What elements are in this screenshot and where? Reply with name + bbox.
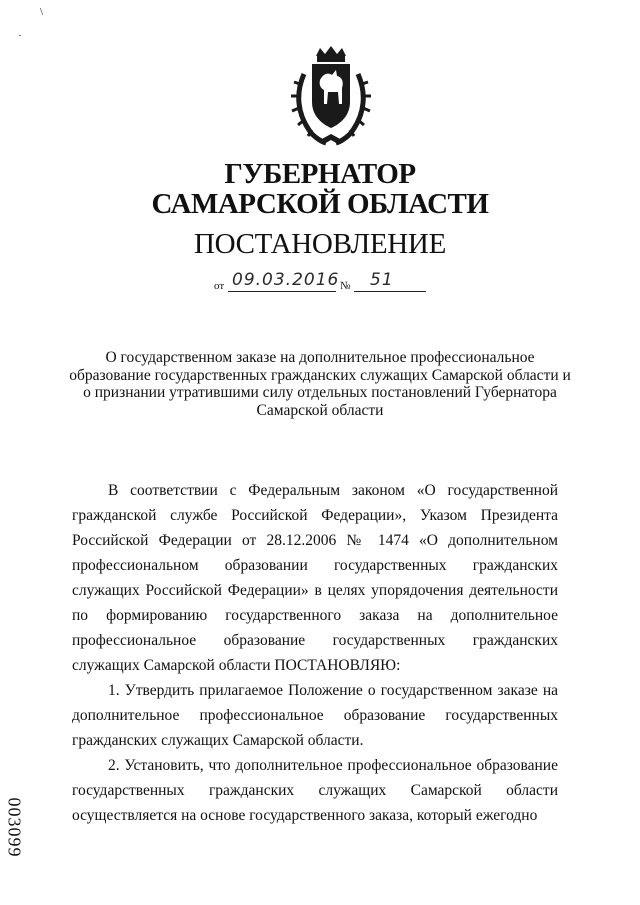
document-title: О государственном заказе на дополнительное профессиональное образование государственных гражданских служащих Самарской области и о признании утратившими силу отдельных постановлений Губернатора Самарской области	[69, 349, 571, 419]
coat-of-arms-icon	[290, 44, 372, 148]
date-value: 09.03.2016	[232, 270, 340, 290]
document-body	[72, 478, 558, 828]
org-name-line1: ГУБЕРНАТОР	[224, 158, 416, 190]
body-paragraph: 1. Утвердить прилагаемое Положение о государственном заказе на дополнительное профессиональное образование государственных гражданских служащих Самарской области.	[72, 682, 558, 749]
registration-line	[214, 270, 474, 296]
date-label: от	[214, 280, 225, 292]
number-label: №	[340, 280, 351, 292]
margin-stamp-number: 003099	[4, 797, 25, 858]
org-name-line2: САМАРСКОЙ ОБЛАСТИ	[151, 188, 489, 220]
number-value: 51	[370, 270, 394, 290]
corner-dot: ·	[18, 30, 22, 42]
body-paragraph: 2. Установить, что дополнительное профессиональное образование государственных гражданских служащих Самарской области осуществляется на основе государственного заказа, который ежегодно	[72, 757, 558, 824]
margin-stamp	[2, 795, 30, 865]
body-paragraph: В соответствии с Федеральным законом «О государственной гражданской службе Российской Федерации», Указом Президента Российской Федерации от 28.12.2006 № 1474 «О дополнительном профессиональном образовании государственных гражданских служащих Российской Федерации» в целях упорядочения деятельности по формированию государственного заказа на дополнительное профессиональное образование государственных гражданских служащих Самарской области ПОСТАНОВЛЯЮ:	[72, 482, 558, 674]
corner-mark: \	[40, 6, 44, 18]
document-type: ПОСТАНОВЛЕНИЕ	[193, 228, 446, 260]
number-underline	[354, 291, 426, 292]
date-underline	[228, 291, 336, 292]
